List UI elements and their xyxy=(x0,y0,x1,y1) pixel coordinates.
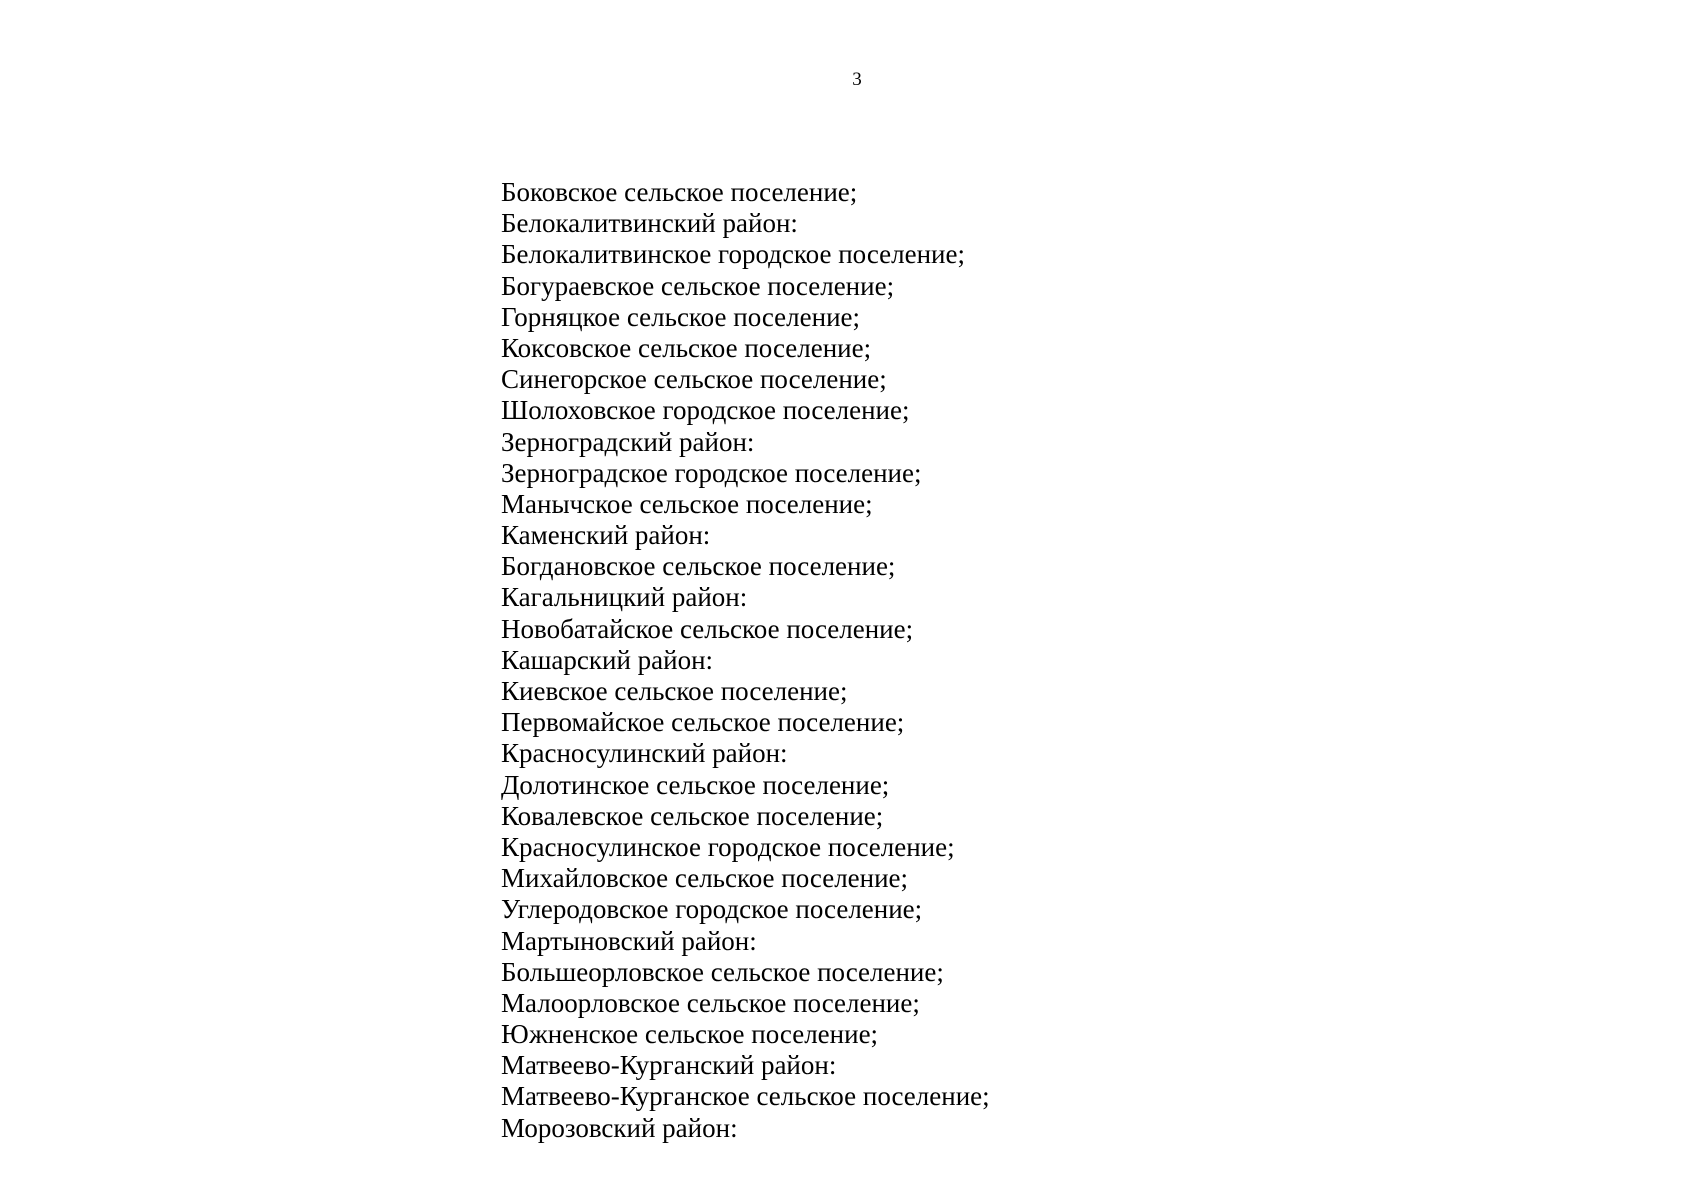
list-item: Красносулинское городское поселение; xyxy=(501,831,955,862)
list-item: Первомайское сельское поселение; xyxy=(501,707,905,738)
list-item: Горняцкое сельское поселение; xyxy=(501,301,861,332)
list-item: Михайловское сельское поселение; xyxy=(501,863,909,894)
list-item: Зерноградский район: xyxy=(501,426,755,457)
list-item: Южненское сельское поселение; xyxy=(501,1019,879,1050)
list-item: Кагальницкий район: xyxy=(501,582,748,613)
list-item: Кашарский район: xyxy=(501,644,714,675)
list-item: Белокалитвинское городское поселение; xyxy=(501,239,965,270)
list-item: Боковское сельское поселение; xyxy=(501,177,858,207)
list-item: Мартыновский район: xyxy=(501,925,757,956)
list-item: Матвеево-Курганское сельское поселение; xyxy=(501,1081,990,1112)
list-item: Манычское сельское поселение; xyxy=(501,488,873,519)
settlement-list xyxy=(501,177,990,1144)
list-item: Новобатайское сельское поселение; xyxy=(501,613,914,644)
list-item: Белокалитвинский район: xyxy=(501,208,798,239)
list-item: Морозовский район: xyxy=(501,1112,738,1143)
list-item: Малоорловское сельское поселение; xyxy=(501,987,920,1018)
list-item: Богураевское сельское поселение; xyxy=(501,270,895,301)
list-item: Синегорское сельское поселение; xyxy=(501,364,887,395)
list-item: Каменский район: xyxy=(501,520,711,551)
list-item: Богдановское сельское поселение; xyxy=(501,551,896,582)
list-item: Зерноградское городское поселение; xyxy=(501,457,922,488)
list-item: Ковалевское сельское поселение; xyxy=(501,800,884,831)
list-item: Киевское сельское поселение; xyxy=(501,676,848,706)
list-item: Долотинское сельское поселение; xyxy=(501,769,890,800)
list-item: Коксовское сельское поселение; xyxy=(501,332,872,363)
page-number: 3 xyxy=(852,69,862,90)
list-item: Шолоховское городское поселение; xyxy=(501,395,910,426)
list-item: Матвеево-Курганский район: xyxy=(501,1050,837,1081)
list-item: Красносулинский район: xyxy=(501,738,788,769)
list-item: Большеорловское сельское поселение; xyxy=(501,956,944,987)
list-item: Углеродовское городское поселение; xyxy=(501,894,923,925)
